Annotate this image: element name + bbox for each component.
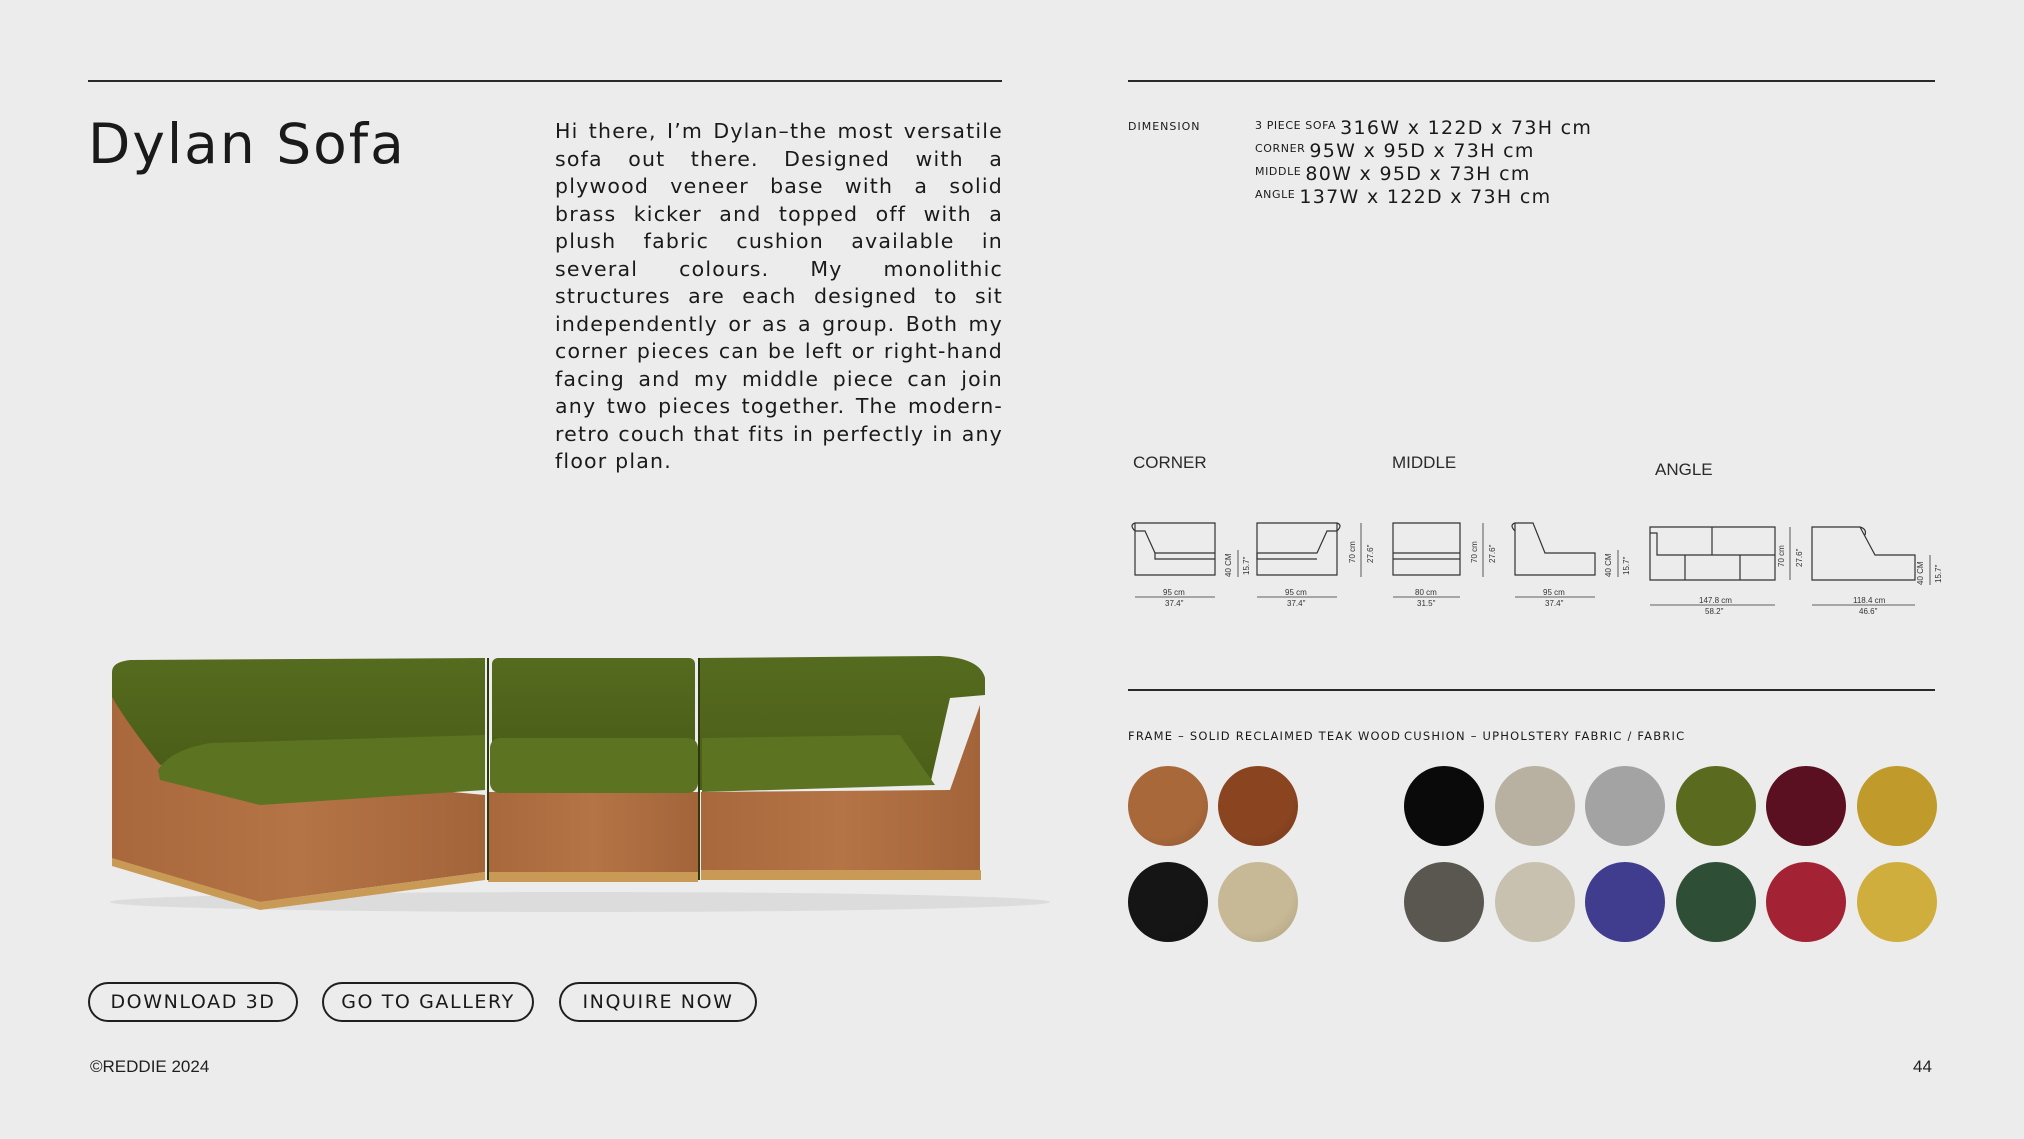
cushion-swatch-olive-velvet[interactable] xyxy=(1676,766,1756,846)
dimension-row xyxy=(1255,117,1592,140)
corner-front-width-cm: 95 cm xyxy=(1163,588,1185,597)
dimension-value: 95W x 95D x 73H cm xyxy=(1309,140,1535,162)
middle-height-in: 27.6" xyxy=(1488,544,1497,563)
sofa-image xyxy=(100,640,1060,924)
download-3d-button[interactable]: DOWNLOAD 3D xyxy=(88,982,298,1022)
frame-swatch-black-teak[interactable] xyxy=(1128,862,1208,942)
middle-side-width-cm: 95 cm xyxy=(1543,588,1565,597)
corner-back-width-cm: 95 cm xyxy=(1285,588,1307,597)
technical-drawings xyxy=(1125,515,1955,625)
top-rule-left xyxy=(88,80,1002,82)
angle-height-in: 27.6" xyxy=(1795,548,1804,567)
top-rule-right xyxy=(1128,80,1935,82)
dimension-value: 80W x 95D x 73H cm xyxy=(1305,163,1531,185)
cushion-swatch-burgundy-velvet[interactable] xyxy=(1766,766,1846,846)
angle-seat-height-in: 15.7" xyxy=(1934,564,1943,583)
go-to-gallery-button[interactable]: GO TO GALLERY xyxy=(322,982,534,1022)
product-description: Hi there, I’m Dylan–the most versatile sofa out there. Designed with a plywood veneer base with a solid brass kicker and topped off with a plush fabric cushion available in several colours. My monolithic structures are each designed to sit independently or as a group. Both my corner pieces can be left or right-hand facing and my middle piece can join any two pieces together. The modern-retro couch that fits in perfectly in any floor plan. xyxy=(555,119,1003,473)
dimension-key: CORNER xyxy=(1255,142,1306,155)
cushion-label: CUSHION – UPHOLSTERY FABRIC / FABRIC xyxy=(1404,729,1686,743)
dimension-row xyxy=(1255,186,1592,209)
middle-front-width-cm: 80 cm xyxy=(1415,588,1437,597)
dimension-value: 137W x 122D x 73H cm xyxy=(1299,186,1552,208)
diagram-title-corner: CORNER xyxy=(1133,453,1207,472)
cushion-swatch-grey-velvet[interactable] xyxy=(1585,766,1665,846)
angle-front-width-cm: 147.8 cm xyxy=(1699,596,1732,605)
frame-label: FRAME – SOLID RECLAIMED TEAK WOOD xyxy=(1128,729,1402,743)
diagram-title-angle: ANGLE xyxy=(1655,460,1713,479)
dimension-label: DIMENSION xyxy=(1128,120,1201,133)
middle-front-width-in: 31.5" xyxy=(1417,599,1436,608)
product-title: Dylan Sofa xyxy=(88,112,406,176)
angle-front-width-in: 58.2" xyxy=(1705,607,1724,616)
middle-height-cm: 70 cm xyxy=(1470,541,1479,563)
dimension-row xyxy=(1255,140,1592,163)
corner-height-cm: 70 cm xyxy=(1348,541,1357,563)
frame-swatch-light-teak[interactable] xyxy=(1218,862,1298,942)
middle-side-width-in: 37.4" xyxy=(1545,599,1564,608)
corner-height-in: 27.6" xyxy=(1366,544,1375,563)
cushion-swatch-royal-blue-weave[interactable] xyxy=(1585,862,1665,942)
cushion-swatch-oatmeal-weave[interactable] xyxy=(1495,862,1575,942)
cushion-swatch-beige-velvet[interactable] xyxy=(1495,766,1575,846)
frame-swatch-dark-teak[interactable] xyxy=(1218,766,1298,846)
dimension-key: 3 PIECE SOFA xyxy=(1255,119,1337,132)
copyright: ©REDDIE 2024 xyxy=(90,1057,210,1076)
cushion-swatch-charcoal-weave[interactable] xyxy=(1404,862,1484,942)
middle-seat-height-in: 15.7" xyxy=(1622,556,1631,575)
dimension-row xyxy=(1255,163,1592,186)
diagram-title-middle: MIDDLE xyxy=(1392,453,1457,472)
cushion-swatch-black-velvet[interactable] xyxy=(1404,766,1484,846)
angle-side-width-cm: 118.4 cm xyxy=(1853,596,1886,605)
corner-back-width-in: 37.4" xyxy=(1287,599,1306,608)
corner-seat-height-cm: 40 CM xyxy=(1224,553,1233,577)
materials-divider xyxy=(1128,689,1935,691)
cushion-swatch-forest-green-weave[interactable] xyxy=(1676,862,1756,942)
cushion-swatch-mustard-velvet[interactable] xyxy=(1857,766,1937,846)
dimension-value: 316W x 122D x 73H cm xyxy=(1340,117,1593,139)
dimension-key: ANGLE xyxy=(1255,188,1296,201)
angle-height-cm: 70 cm xyxy=(1777,545,1786,567)
dimension-key: MIDDLE xyxy=(1255,165,1302,178)
page-number: 44 xyxy=(1913,1057,1932,1076)
frame-swatch-natural-teak[interactable] xyxy=(1128,766,1208,846)
inquire-now-button[interactable]: INQUIRE NOW xyxy=(559,982,757,1022)
angle-seat-height-cm: 40 CM xyxy=(1916,561,1925,585)
corner-front-width-in: 37.4" xyxy=(1165,599,1184,608)
cushion-swatch-crimson-weave[interactable] xyxy=(1766,862,1846,942)
middle-seat-height-cm: 40 CM xyxy=(1604,553,1613,577)
angle-side-width-in: 46.6" xyxy=(1859,607,1878,616)
corner-seat-height-in: 15.7" xyxy=(1242,556,1251,575)
cushion-swatch-gold-weave[interactable] xyxy=(1857,862,1937,942)
dimension-list xyxy=(1255,117,1592,209)
